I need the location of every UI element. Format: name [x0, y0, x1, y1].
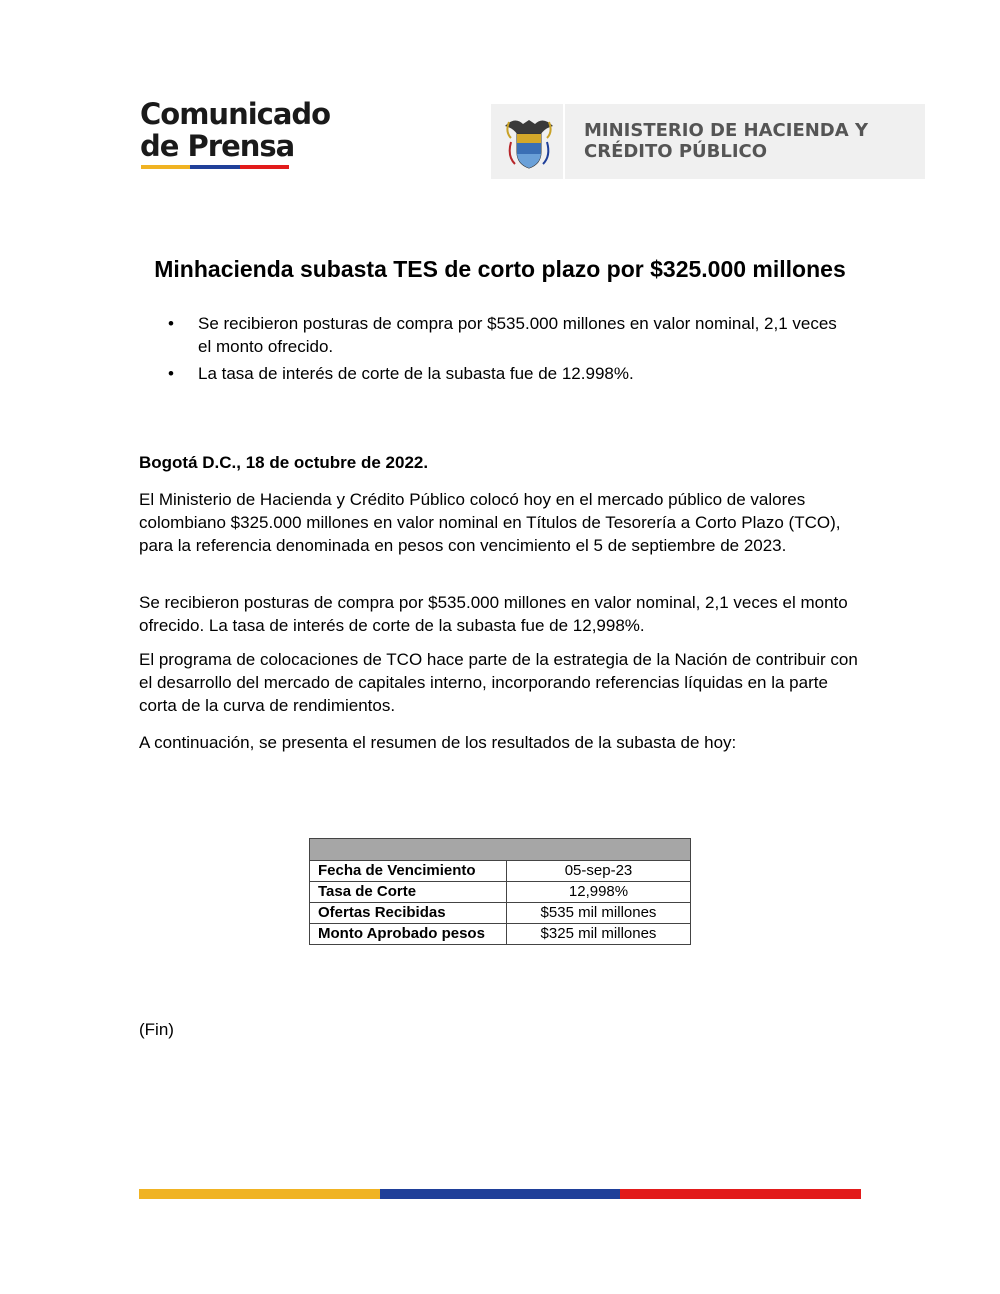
highlight-item: • Se recibieron posturas de compra por $535.000 millones en valor nominal, 2,1 veces el monto ofrecido. — [168, 312, 848, 358]
row-value: $325 mil millones — [507, 924, 691, 945]
ministry-divider — [563, 104, 565, 179]
table-row — [310, 861, 691, 882]
row-label: Fecha de Vencimiento — [310, 861, 507, 882]
paragraph: A continuación, se presenta el resumen de los resultados de la subasta de hoy: — [139, 733, 737, 752]
ministry-name — [584, 120, 868, 162]
footer-flag-bar — [139, 1189, 861, 1199]
row-label: Tasa de Corte — [310, 882, 507, 903]
ministry-line-1: MINISTERIO DE HACIENDA Y — [584, 120, 868, 141]
closing-text: (Fin) — [139, 1020, 174, 1039]
row-label: Monto Aprobado pesos — [310, 924, 507, 945]
row-label: Ofertas Recibidas — [310, 903, 507, 924]
paragraph: Se recibieron posturas de compra por $535.000 millones en valor nominal, 2,1 veces el monto ofrecido. La tasa de interés de corte de la subasta fue de 12,998%. — [139, 593, 848, 635]
row-value: 12,998% — [507, 882, 691, 903]
table-header-row — [310, 839, 691, 861]
table-row — [310, 924, 691, 945]
table-row — [310, 903, 691, 924]
brand-flag-bar — [141, 165, 289, 169]
ministry-line-2: CRÉDITO PÚBLICO — [584, 141, 768, 162]
row-value: $535 mil millones — [507, 903, 691, 924]
table-header-cell — [310, 839, 691, 861]
paragraph: El Ministerio de Hacienda y Crédito Público colocó hoy en el mercado público de valores colombiano $325.000 millones en valor nominal en Títulos de Tesorería a Corto Plazo (TCO), para la referencia denominada en pesos con vencimiento el 5 de septiembre de 2023. — [139, 490, 841, 555]
brand-line-1: Comunicado — [140, 97, 331, 131]
paragraph: El programa de colocaciones de TCO hace parte de la estrategia de la Nación de contribuir con el desarrollo del mercado de capitales interno, incorporando referencias líquidas en la parte corta de la curva de rendimientos. — [139, 650, 858, 715]
page-title: Minhacienda subasta TES de corto plazo por $325.000 millones — [154, 256, 846, 282]
table-row — [310, 882, 691, 903]
row-value: 05-sep-23 — [507, 861, 691, 882]
highlight-item: • La tasa de interés de corte de la subasta fue de 12.998%. — [168, 362, 848, 385]
highlights-list — [168, 312, 848, 389]
brand-line-2: de Prensa — [140, 129, 295, 163]
ministry-logo — [491, 104, 925, 179]
coat-of-arms-icon — [501, 112, 557, 172]
results-table — [309, 838, 691, 945]
dateline: Bogotá D.C., 18 de octubre de 2022. — [139, 453, 429, 472]
brand-logo — [140, 98, 330, 162]
